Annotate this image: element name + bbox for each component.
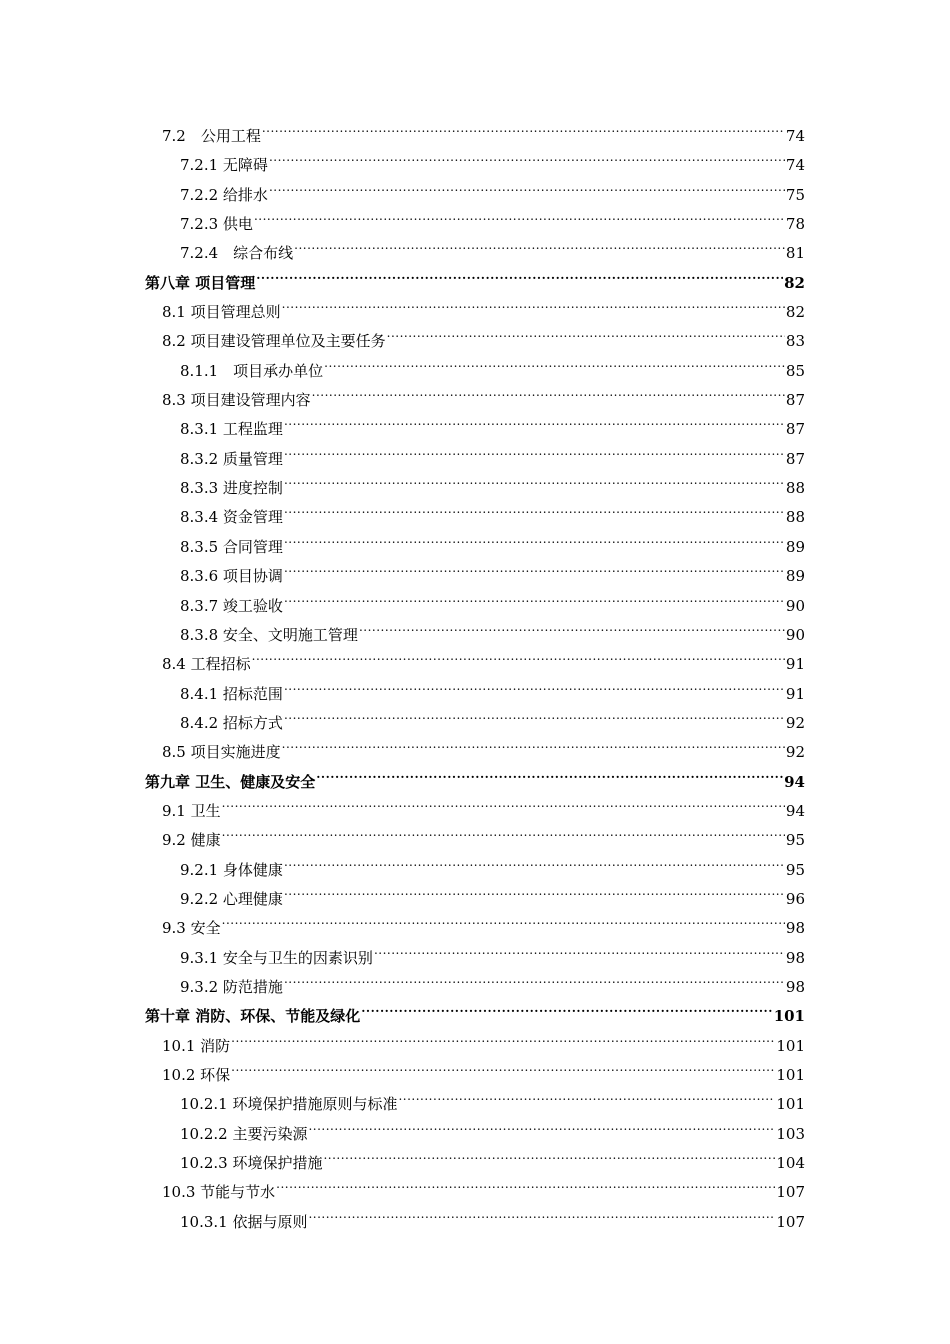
toc-dot-leader xyxy=(282,728,785,757)
toc-entry[interactable] xyxy=(0,317,950,351)
toc-entry[interactable] xyxy=(0,112,950,145)
toc-entry[interactable] xyxy=(0,640,950,674)
toc-dot-leader xyxy=(269,141,785,170)
toc-entry-title: 8.2 项目建设管理单位及主要任务 xyxy=(162,332,386,351)
toc-entry-title: 8.3.3 进度控制 xyxy=(180,479,283,498)
toc-entry-page-number: 101 xyxy=(776,1036,805,1055)
toc-entry-page-number: 103 xyxy=(776,1124,805,1143)
toc-dot-leader xyxy=(254,200,785,229)
toc-dot-leader xyxy=(308,1198,775,1227)
toc-entry[interactable] xyxy=(0,699,950,732)
toc-dot-leader xyxy=(282,288,785,317)
toc-entry[interactable] xyxy=(0,728,950,762)
toc-entry[interactable] xyxy=(0,1110,950,1143)
toc-entry-page-number: 91 xyxy=(785,684,805,703)
toc-entry-page-number: 94 xyxy=(784,772,805,791)
toc-entry-title: 8.1 项目管理总则 xyxy=(162,303,281,322)
toc-entry-title: 9.3.1 安全与卫生的因素识别 xyxy=(180,948,373,967)
toc-entry-title: 9.2.1 身体健康 xyxy=(180,860,283,879)
toc-entry-page-number: 98 xyxy=(785,977,805,996)
toc-dot-leader xyxy=(308,1110,775,1139)
toc-dot-leader xyxy=(294,229,785,258)
toc-entry-page-number: 87 xyxy=(785,449,805,468)
toc-entry-page-number: 95 xyxy=(785,831,805,850)
toc-dot-leader xyxy=(284,552,785,581)
toc-entry-page-number: 107 xyxy=(776,1212,805,1231)
toc-dot-leader xyxy=(222,787,785,816)
toc-entry[interactable] xyxy=(0,493,950,527)
toc-entry-page-number: 88 xyxy=(785,479,805,498)
toc-entry-title: 8.5 项目实施进度 xyxy=(162,743,281,762)
toc-entry-page-number: 98 xyxy=(785,948,805,967)
toc-entry-page-number: 98 xyxy=(785,919,805,938)
toc-entry-page-number: 74 xyxy=(785,127,805,145)
toc-entry-page-number: 74 xyxy=(785,156,805,175)
toc-entry-page-number: 92 xyxy=(785,743,805,762)
toc-entry-title: 7.2.1 无障碍 xyxy=(180,156,268,175)
toc-dot-leader xyxy=(231,1051,775,1080)
toc-entry-title: 10.2.1 环境保护措施原则与标准 xyxy=(180,1095,398,1114)
toc-entry-title: 10.3 节能与节水 xyxy=(162,1183,276,1202)
toc-entry-title: 8.4.1 招标范围 xyxy=(180,684,283,703)
toc-entry-title: 8.3.4 资金管理 xyxy=(180,508,283,527)
toc-entry-page-number: 75 xyxy=(785,185,805,204)
toc-entry-title: 8.4.2 招标方式 xyxy=(180,713,283,732)
toc-entry[interactable] xyxy=(0,405,950,439)
toc-entry-title: 9.2 健康 xyxy=(162,831,221,850)
toc-entry-page-number: 89 xyxy=(785,537,805,556)
toc-entry[interactable] xyxy=(0,141,950,175)
toc-entry[interactable] xyxy=(0,611,950,644)
toc-entry-title: 8.3.1 工程监理 xyxy=(180,420,283,439)
toc-entry-page-number: 83 xyxy=(785,332,805,351)
toc-entry-title: 10.3.1 依据与原则 xyxy=(180,1212,308,1231)
toc-dot-leader xyxy=(284,670,785,699)
toc-entry-page-number: 107 xyxy=(776,1183,805,1202)
toc-dot-leader xyxy=(316,758,783,787)
toc-entry-title: 9.3.2 防范措施 xyxy=(180,977,283,996)
toc-entry[interactable] xyxy=(0,846,950,879)
toc-entry-title: 7.2.4 综合布线 xyxy=(180,244,294,263)
toc-entry[interactable] xyxy=(0,1022,950,1055)
toc-entry-page-number: 89 xyxy=(785,567,805,586)
toc-entry-title: 8.3 项目建设管理内容 xyxy=(162,391,311,410)
toc-entry[interactable] xyxy=(0,582,950,615)
toc-entry-page-number: 88 xyxy=(785,508,805,527)
toc-entry-title: 8.4 工程招标 xyxy=(162,655,251,674)
toc-entry[interactable] xyxy=(0,376,950,410)
toc-entry-page-number: 85 xyxy=(785,361,805,380)
toc-entry-page-number: 82 xyxy=(784,273,805,292)
toc-entry-page-number: 87 xyxy=(785,391,805,410)
toc-dot-leader xyxy=(262,112,785,141)
toc-dot-leader xyxy=(324,347,785,376)
toc-entry[interactable] xyxy=(0,904,950,938)
toc-entry-page-number: 82 xyxy=(785,303,805,322)
toc-entry-page-number: 81 xyxy=(785,244,805,263)
toc-dot-leader xyxy=(284,405,785,434)
toc-entry-title: 第九章 卫生、健康及安全 xyxy=(145,772,316,791)
toc-dot-leader xyxy=(284,464,785,493)
toc-chapter-entry[interactable] xyxy=(0,259,950,292)
toc-entry[interactable] xyxy=(0,435,950,468)
toc-entry-title: 8.3.2 质量管理 xyxy=(180,449,283,468)
toc-entry[interactable] xyxy=(0,875,950,908)
toc-dot-leader xyxy=(323,1139,775,1168)
toc-dot-leader xyxy=(374,934,785,963)
toc-entry-title: 7.2.3 供电 xyxy=(180,215,253,234)
toc-dot-leader xyxy=(284,493,785,522)
toc-dot-leader xyxy=(361,992,772,1021)
toc-entry[interactable] xyxy=(0,288,950,322)
toc-entry-page-number: 101 xyxy=(776,1095,805,1114)
toc-dot-leader xyxy=(284,582,785,611)
toc-entry-page-number: 90 xyxy=(785,596,805,615)
toc-entry-title: 10.2.2 主要污染源 xyxy=(180,1124,308,1143)
toc-dot-leader xyxy=(276,1168,775,1197)
toc-dot-leader xyxy=(359,611,785,640)
toc-entry[interactable] xyxy=(0,1198,950,1231)
toc-chapter-entry[interactable] xyxy=(0,992,950,1026)
toc-entry[interactable] xyxy=(0,523,950,556)
toc-entry-title: 第十章 消防、环保、节能及绿化 xyxy=(145,1007,361,1026)
toc-entry[interactable] xyxy=(0,1080,950,1114)
toc-entry-title: 8.3.8 安全、文明施工管理 xyxy=(180,625,358,644)
toc-entry-page-number: 96 xyxy=(785,889,805,908)
toc-entry[interactable] xyxy=(0,787,950,820)
toc-entry[interactable] xyxy=(0,171,950,204)
toc-entry-page-number: 104 xyxy=(776,1154,805,1173)
toc-dot-leader xyxy=(284,875,785,904)
toc-chapter-entry[interactable] xyxy=(0,758,950,791)
toc-dot-leader xyxy=(252,640,785,669)
toc-dot-leader xyxy=(222,904,785,933)
toc-dot-leader xyxy=(269,171,785,200)
toc-entry[interactable] xyxy=(0,1139,950,1173)
toc-entry[interactable] xyxy=(0,670,950,703)
toc-entry-page-number: 87 xyxy=(785,420,805,439)
toc-entry-title: 8.3.5 合同管理 xyxy=(180,537,283,556)
toc-entry[interactable] xyxy=(0,552,950,586)
toc-dot-leader xyxy=(387,317,785,346)
toc-entry-page-number: 92 xyxy=(785,713,805,732)
toc-entry[interactable] xyxy=(0,347,950,380)
toc-entry[interactable] xyxy=(0,229,950,263)
toc-entry-title: 7.2.2 给排水 xyxy=(180,185,268,204)
toc-entry[interactable] xyxy=(0,1168,950,1202)
toc-entry-page-number: 91 xyxy=(785,655,805,674)
toc-entry[interactable] xyxy=(0,934,950,967)
toc-entry-title: 8.3.7 竣工验收 xyxy=(180,596,283,615)
toc-entry[interactable] xyxy=(0,464,950,498)
toc-entry-page-number: 101 xyxy=(773,1007,805,1026)
toc-entry-title: 10.1 消防 xyxy=(162,1036,231,1055)
toc-entry-title: 8.3.6 项目协调 xyxy=(180,567,283,586)
toc-entry-title: 10.2.3 环境保护措施 xyxy=(180,1154,323,1173)
toc-dot-leader xyxy=(231,1022,775,1051)
toc-dot-leader xyxy=(398,1080,775,1109)
toc-entry[interactable] xyxy=(0,1051,950,1084)
toc-entry-title: 8.1.1 项目承办单位 xyxy=(180,361,324,380)
toc-dot-leader xyxy=(284,435,785,464)
toc-entry-title: 9.3 安全 xyxy=(162,919,221,938)
toc-dot-leader xyxy=(222,816,785,845)
toc-entry-page-number: 95 xyxy=(785,860,805,879)
toc-dot-leader xyxy=(256,259,783,288)
toc-entry-title: 7.2 公用工程 xyxy=(162,127,261,145)
toc-entry-title: 第八章 项目管理 xyxy=(145,273,256,292)
toc-dot-leader xyxy=(284,699,785,728)
toc-entry-page-number: 90 xyxy=(785,625,805,644)
toc-entry-page-number: 78 xyxy=(785,215,805,234)
toc-dot-leader xyxy=(284,963,785,992)
toc-entry[interactable] xyxy=(0,200,950,234)
toc-entry-title: 9.2.2 心理健康 xyxy=(180,889,283,908)
toc-entry-page-number: 101 xyxy=(776,1066,805,1084)
table-of-contents xyxy=(0,112,950,1231)
toc-entry[interactable] xyxy=(0,816,950,850)
toc-entry-title: 9.1 卫生 xyxy=(162,801,221,820)
toc-entry[interactable] xyxy=(0,963,950,996)
toc-dot-leader xyxy=(284,523,785,552)
toc-dot-leader xyxy=(312,376,785,405)
toc-entry-title: 10.2 环保 xyxy=(162,1066,231,1084)
toc-entry-page-number: 94 xyxy=(785,801,805,820)
toc-dot-leader xyxy=(284,846,785,875)
